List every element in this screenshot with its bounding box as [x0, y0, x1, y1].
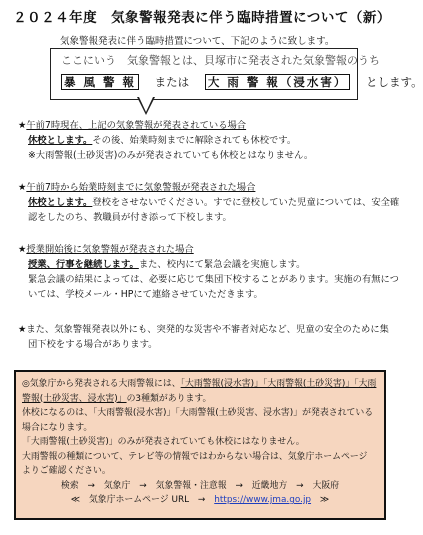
section-line: 休校とします。その後、始業時刻までに解除されても休校です。 — [28, 135, 297, 146]
search-path: 検索 → 気象庁 → 気象警報・注意報 → 近畿地方 → 大阪府 — [60, 480, 340, 491]
heavy-rain-warning-label: 大 雨 警 報（浸水害） — [205, 74, 351, 90]
section-line: 緊急会議の結果によっては、必要に応じて集団下校することがあります。実施の有無につ — [28, 274, 399, 285]
section-line: ※大雨警報(土砂災害)のみが発表されていても休校とはなりません。 — [28, 150, 314, 161]
section-7am-to-start: ★午前7時から始業時刻までに気象警報が発表された場合 休校とします。登校をさせないでください。すでに登校していた児童については、安全確 認をしたのち、教職員が付き添って下校します。 — [18, 182, 400, 223]
section-heading: 授業開始後に気象警報が発表された場合 — [26, 244, 194, 255]
callout-warnings — [61, 74, 423, 90]
intro-text: 気象警報発表に伴う臨時措置について、下記のように致します。 — [60, 36, 335, 47]
section-heading: 午前7時から始業時刻までに気象警報が発表された場合 — [26, 182, 256, 193]
callout-definition-text: ここにいう 気象警報とは、貝塚市に発表された気象警報のうち — [61, 54, 380, 67]
section-after-class-start: ★授業開始後に気象警報が発表された場合 授業、行事を継続します。また、校内にて緊急会議を実施します。 緊急会議の結果によっては、必要に応じて集団下校することがあります。実施の有無につ いては、学校メール・HPにて連絡させていただきます。 — [18, 244, 399, 300]
jma-url-line: ≪ 気象庁ホームページ URL → https://www.jma.go.jp ≫ — [70, 495, 330, 505]
section-before-7am: ★午前7時現在、上記の気象警報が発表されている場合 休校とします。その後、始業時刻までに解除されても休校です。 ※大雨警報(土砂災害)のみが発表されていても休校とはなりません。 — [18, 120, 314, 161]
section-line: 認をしたのち、教職員が付き添って下校します。 — [28, 212, 232, 223]
additional-note: ★また、気象警報発表以外にも、突発的な災害や不審者対応など、児童の安全のために集 団下校をする場合があります。 — [18, 324, 389, 350]
section-heading: 午前7時現在、上記の気象警報が発表されている場合 — [26, 120, 247, 131]
storm-warning-label: 暴 風 警 報 — [61, 74, 139, 90]
section-line: いては、学校メール・HPにて連絡させていただきます。 — [28, 289, 263, 300]
section-line: 授業、行事を継続します。また、校内にて緊急会議を実施します。 — [28, 259, 306, 270]
callout-or: または — [154, 75, 190, 89]
section-line: 休校とします。登校をさせないでください。すでに登校していた児童については、安全確 — [28, 197, 400, 208]
warning-definition-callout — [50, 48, 423, 100]
callout-suffix: とします。 — [366, 75, 423, 89]
page-title: ２０２４年度 気象警報発表に伴う臨時措置について（新） — [13, 10, 391, 26]
jma-link[interactable]: https://www.jma.go.jp — [214, 495, 312, 505]
weather-info-box: ◎気象庁から発表される大雨警報には、「大雨警報(浸水害)」「大雨警報(土砂災害)」「大雨 警報(土砂災害、浸水害)」の3種類があります。 休校になるのは、「大雨警報(浸水害)」「大雨警報(土砂災害、浸水害)」が発表されている 場合になります。 「大雨警報(土砂災害)」のみが発表されていても休校にはなりません。 大雨警報の種類について、テレビ等の情報ではわからない場合は、気象庁ホームページ よりご確認ください。 検索 → 気象庁 → 気象警報・注意報 → 近畿地方 → 大阪府 ≪ 気象庁ホームページ URL → https://www.jma.go.jp ≫ — [14, 370, 386, 520]
